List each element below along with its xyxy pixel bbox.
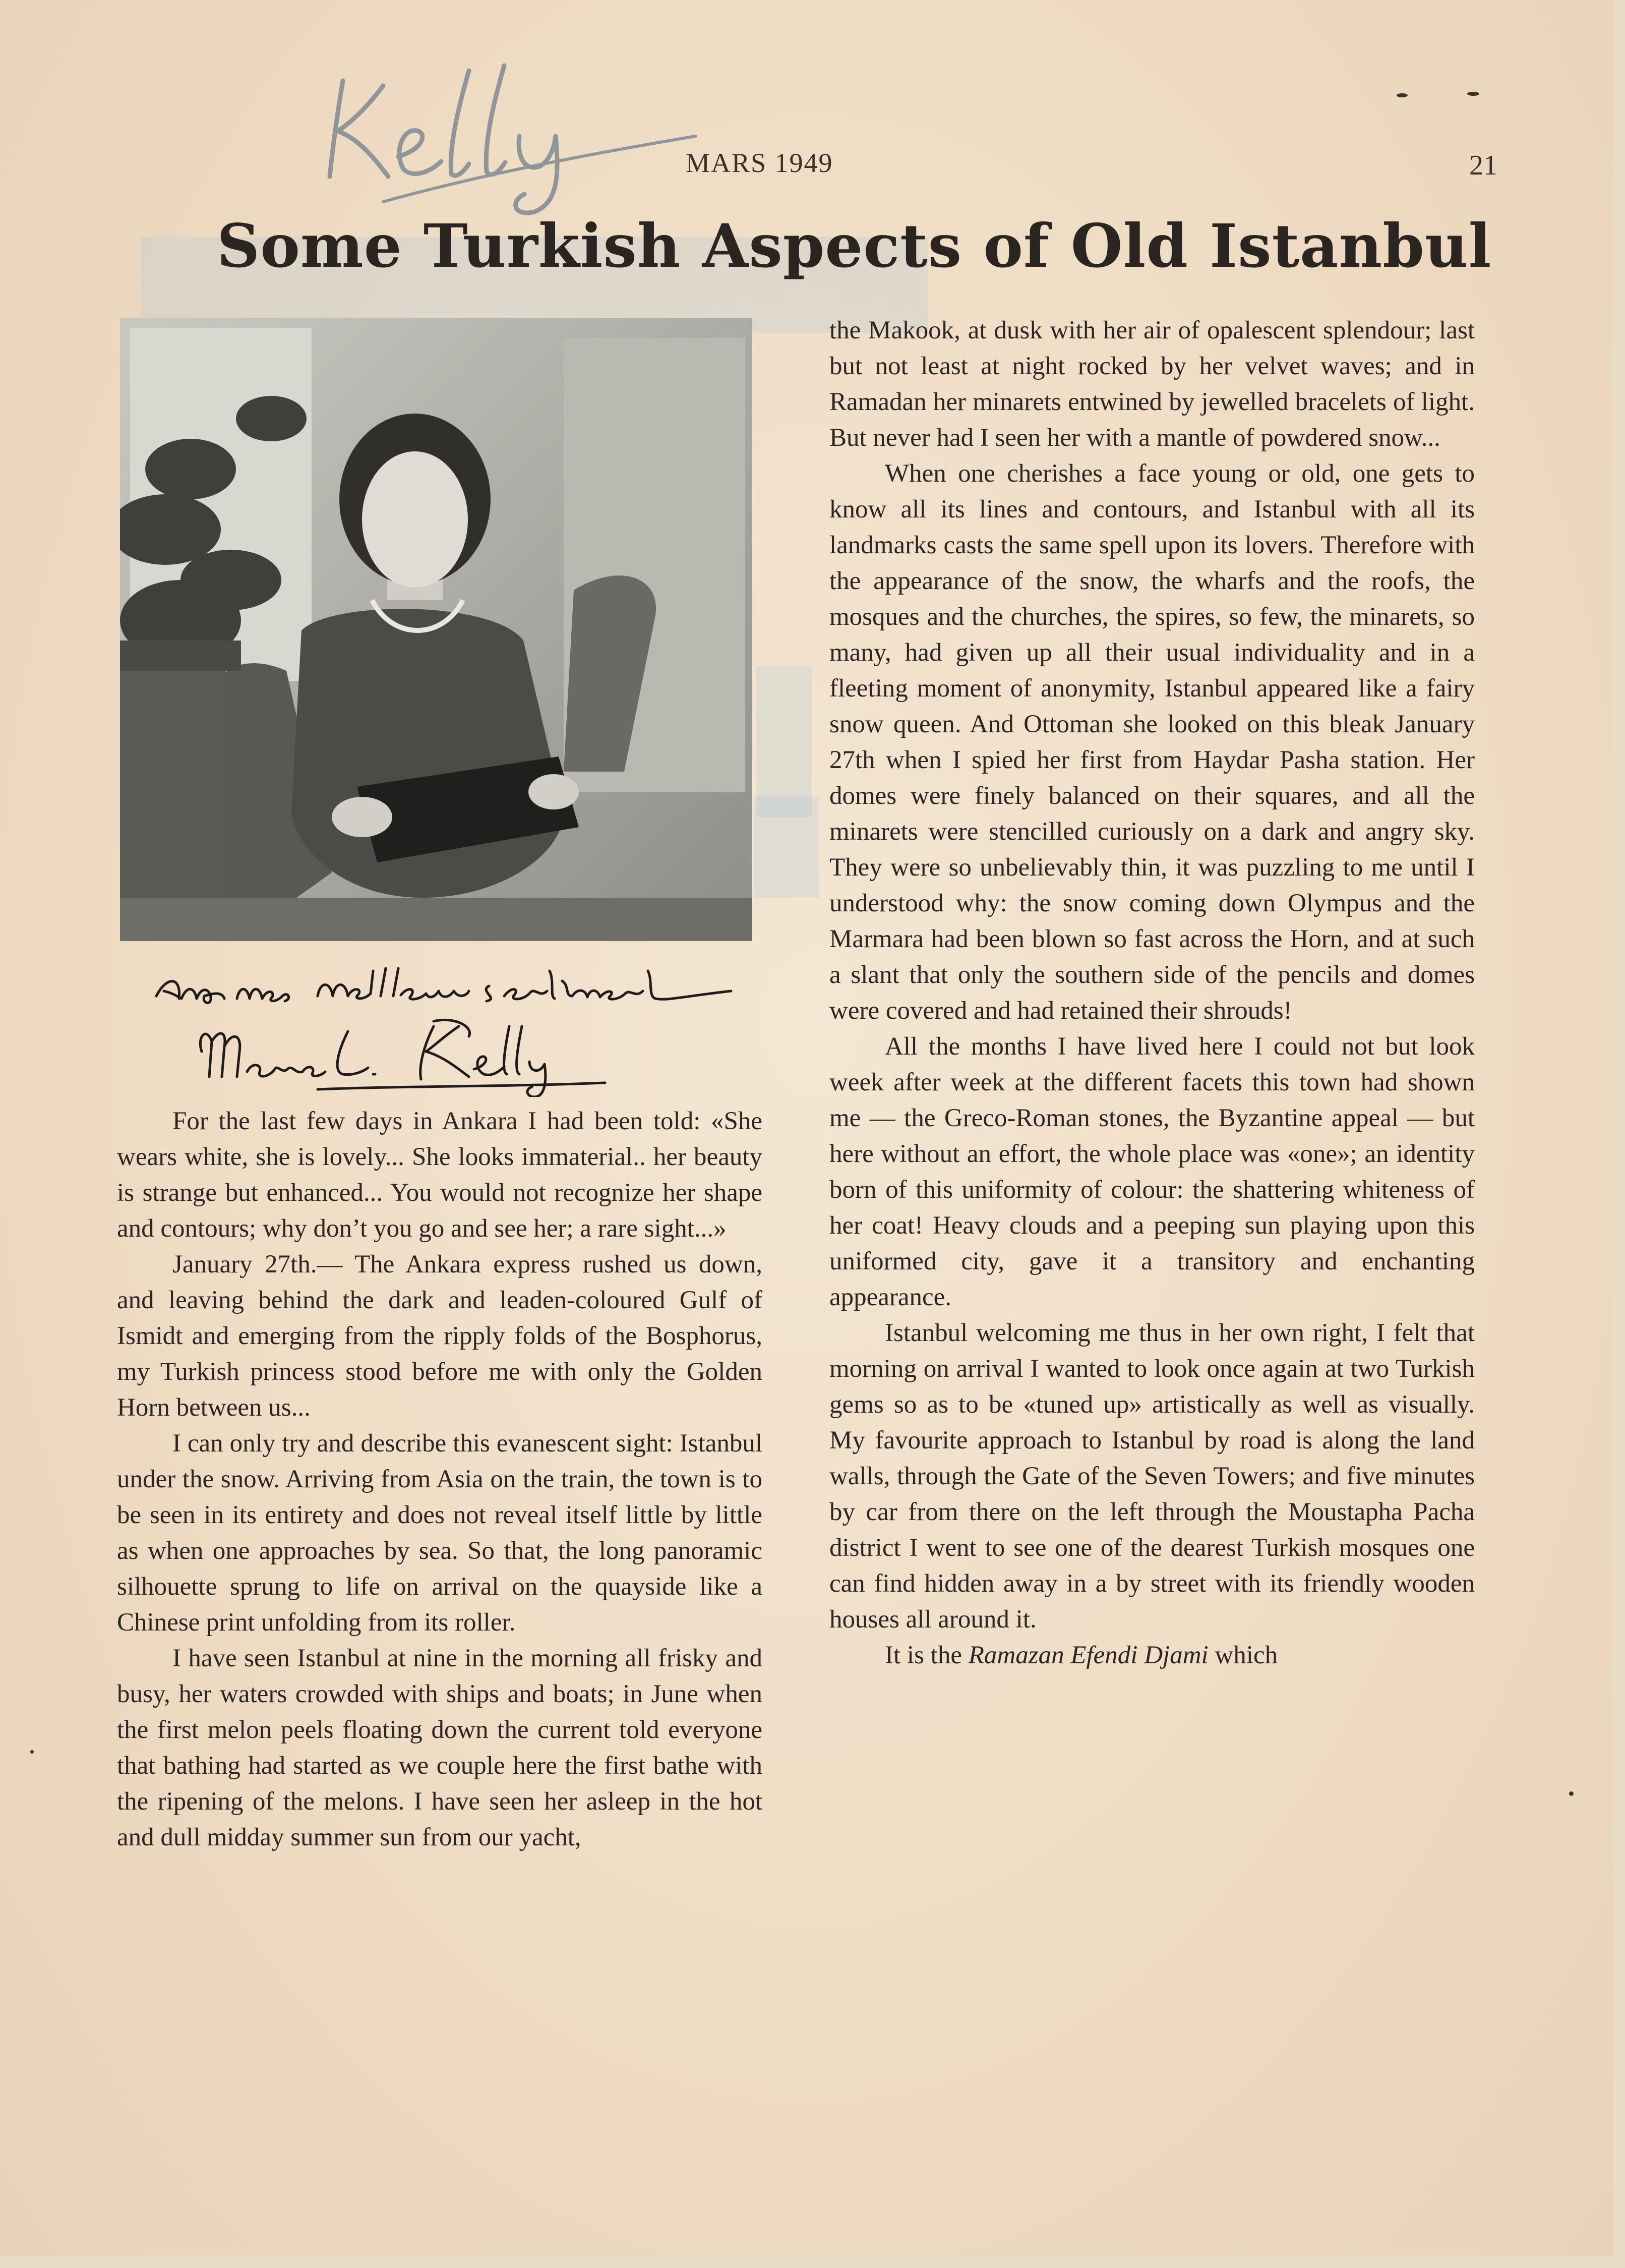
header-date: MARS 1949: [686, 148, 833, 178]
handwritten-signature: [151, 951, 746, 1097]
paragraph: January 27th.— The Ankara express rushed us down, and leaving behind the dark and leaden-coloured Gulf of Ismidt and emerging from the ripply folds of the Bosphorus, my Turkish princess stood before me with only the Golden Horn between us...: [117, 1250, 762, 1422]
article-column-left: [117, 1103, 762, 1855]
handwritten-name-kelly: [323, 50, 706, 217]
paper-speck: [30, 1750, 34, 1754]
text-run: It is the: [885, 1641, 962, 1669]
article-column-right: [829, 313, 1475, 1673]
paragraph: I have seen Istanbul at nine in the morning all frisky and busy, her waters crowded with ships and boats; in June when the first melon peels floating down the current told everyone that bathing had started as we couple here the first bathe with the ripening of the melons. I have seen her asleep in the hot and dull midday summer sun from our yacht,: [117, 1644, 762, 1851]
bleed-through-block: [756, 666, 812, 817]
page-number: 21: [1469, 150, 1497, 181]
mosque-name: Ramazan Efendi Djami: [968, 1641, 1209, 1669]
paper-edge-right: [1613, 0, 1625, 2268]
paragraph: When one cherishes a face young or old, one gets to know all its lines and contours, and Istanbul with all its landmarks casts the same spell upon its lovers. Therefore with the appearance of the snow, the wharfs and the roofs, the mosques and the churches, the spires, so few, the minarets, so many, had given up all their usual individuality and in a fleeting moment of anonymity, Istanbul appeared like a fairy snow queen. And Ottoman she looked on this bleak January 27th when I spied her first from Haydar Pasha station. Her domes were finely balanced on their squares, and all the minarets were stencilled curiously on a dark and angry sky. They were so unbelievably thin, it was puzzling to me until I understood why: the snow coming down Olympus and the Marmara had been blown so fast across the Horn, and at such a slant that only the southern side of the pencils and domes were covered and had retained their shrouds!: [829, 459, 1475, 1025]
bleed-through-block: [754, 797, 819, 898]
paragraph: the Makook, at dusk with her air of opalescent splendour; last but not least at night rocked by her velvet waves; and in Ramadan her minarets entwined by jewelled bracelets of light. But never had I seen her with a mantle of powdered snow...: [829, 316, 1475, 452]
paper-speck: [1397, 93, 1408, 97]
article-title: Some Turkish Aspects of Old Istanbul: [217, 211, 1492, 281]
portrait-photo: [120, 318, 752, 941]
text-run: which: [1215, 1641, 1278, 1669]
paragraph: I can only try and describe this evanescent sight: Istanbul under the snow. Arriving from Asia on the train, the town is to be seen in its entirety and does not reveal itself little by little as when one approaches by sea. So that, the long panoramic silhouette sprung to life on arrival on the quayside like a Chinese print unfolding from its roller.: [117, 1429, 762, 1637]
paper-speck: [1467, 92, 1479, 96]
paper-edge-bottom: [0, 2256, 1625, 2268]
paragraph: All the months I have lived here I could not but look week after week at the different facets this town had shown me — the Greco-Roman stones, the Byzantine appeal — but here without an effort, the whole place was «one»; an identity born of this uniformity of colour: the shattering whiteness of her coat! Heavy clouds and a peeping sun playing upon this uniformed city, gave it a transitory and enchanting appearance.: [829, 1032, 1475, 1311]
paragraph: Istanbul welcoming me thus in her own right, I felt that morning on arrival I wanted to look once again at two Turkish gems so as to be «tuned up» artistically as well as visually. My favourite approach to Istanbul by road is along the land walls, through the Gate of the Seven Towers; and five minutes by car from there on the left through the Moustapha Pacha district I went to see one of the dearest Turkish mosques one can find hidden away in a by street with its friendly wooden houses all around it.: [829, 1319, 1475, 1634]
paragraph-last: [829, 1638, 1475, 1673]
paper-speck: [1569, 1791, 1574, 1796]
paragraph: For the last few days in Ankara I had been told: «She wears white, she is lovely... She looks immaterial.. her beauty is strange but enhanced... You would not recognize her shape and contours; why don’t you go and see her; a rare sight...»: [117, 1107, 762, 1243]
